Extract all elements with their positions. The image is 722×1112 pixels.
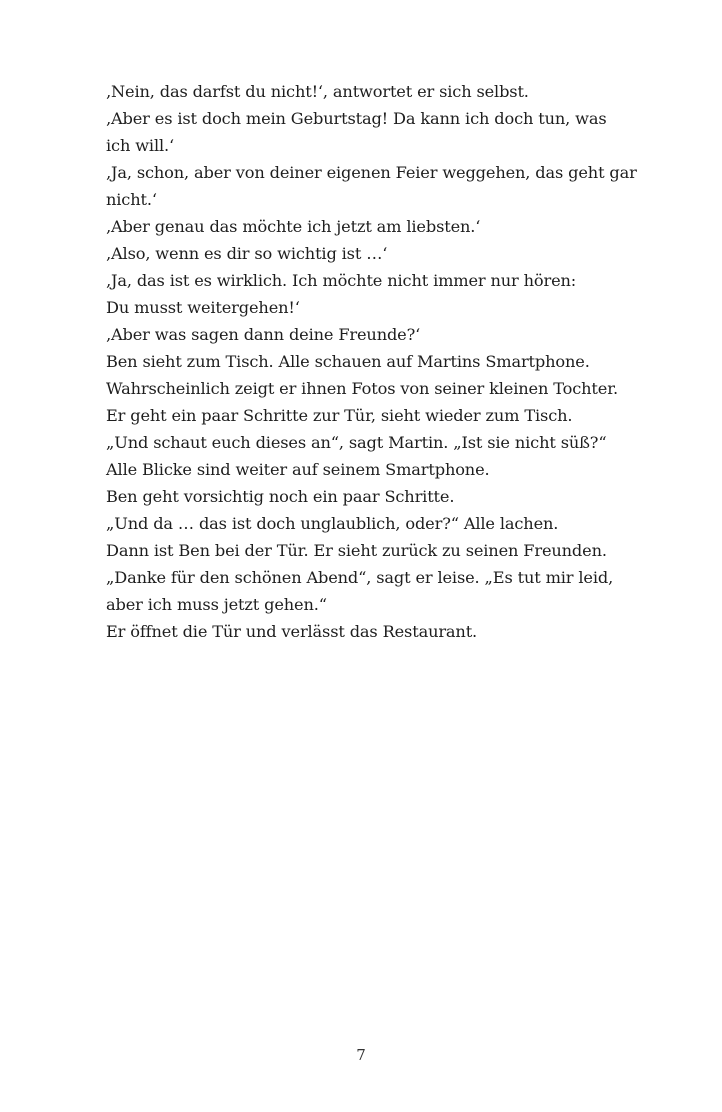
text-line: Wahrscheinlich zeigt er ihnen Fotos von seiner kleinen Tochter. (106, 379, 619, 398)
text-line: ‚Aber was sagen dann deine Freunde?‘ (106, 325, 421, 344)
text-line: ‚Aber es ist doch mein Geburtstag! Da kann ich doch tun, was (106, 109, 607, 128)
text-line: Ben sieht zum Tisch. Alle schauen auf Martins Smartphone. (106, 352, 590, 371)
text-line: Er öffnet die Tür und verlässt das Restaurant. (106, 622, 478, 641)
text-line: Er geht ein paar Schritte zur Tür, sieht wieder zum Tisch. (106, 406, 573, 425)
text-line: Ben geht vorsichtig noch ein paar Schritte. (106, 487, 455, 506)
text-line: ‚Nein, das darfst du nicht!‘, antwortet er sich selbst. (106, 82, 529, 101)
text-line: Dann ist Ben bei der Tür. Er sieht zurück zu seinen Freunden. (106, 541, 607, 560)
text-line: nicht.‘ (106, 190, 157, 209)
text-line: „Danke für den schönen Abend“, sagt er leise. „Es tut mir leid, (106, 568, 614, 587)
text-line: „Und da … das ist doch unglaublich, oder?“ Alle lachen. (106, 514, 559, 533)
text-line: ‚Ja, das ist es wirklich. Ich möchte nicht immer nur hören: (106, 271, 577, 290)
page-number: 7 (356, 1046, 366, 1064)
text-line: aber ich muss jetzt gehen.“ (106, 595, 327, 614)
text-line: Du musst weitergehen!‘ (106, 298, 300, 317)
text-line: ‚Ja, schon, aber von deiner eigenen Feier weggehen, das geht gar (106, 163, 637, 182)
text-line: ‚Aber genau das möchte ich jetzt am liebsten.‘ (106, 217, 481, 236)
body-text (106, 78, 646, 645)
text-line: „Und schaut euch dieses an“, sagt Martin. „Ist sie nicht süß?“ (106, 433, 607, 452)
text-line: Alle Blicke sind weiter auf seinem Smartphone. (106, 460, 490, 479)
text-line: ich will.‘ (106, 136, 174, 155)
text-line: ‚Also, wenn es dir so wichtig ist …‘ (106, 244, 388, 263)
